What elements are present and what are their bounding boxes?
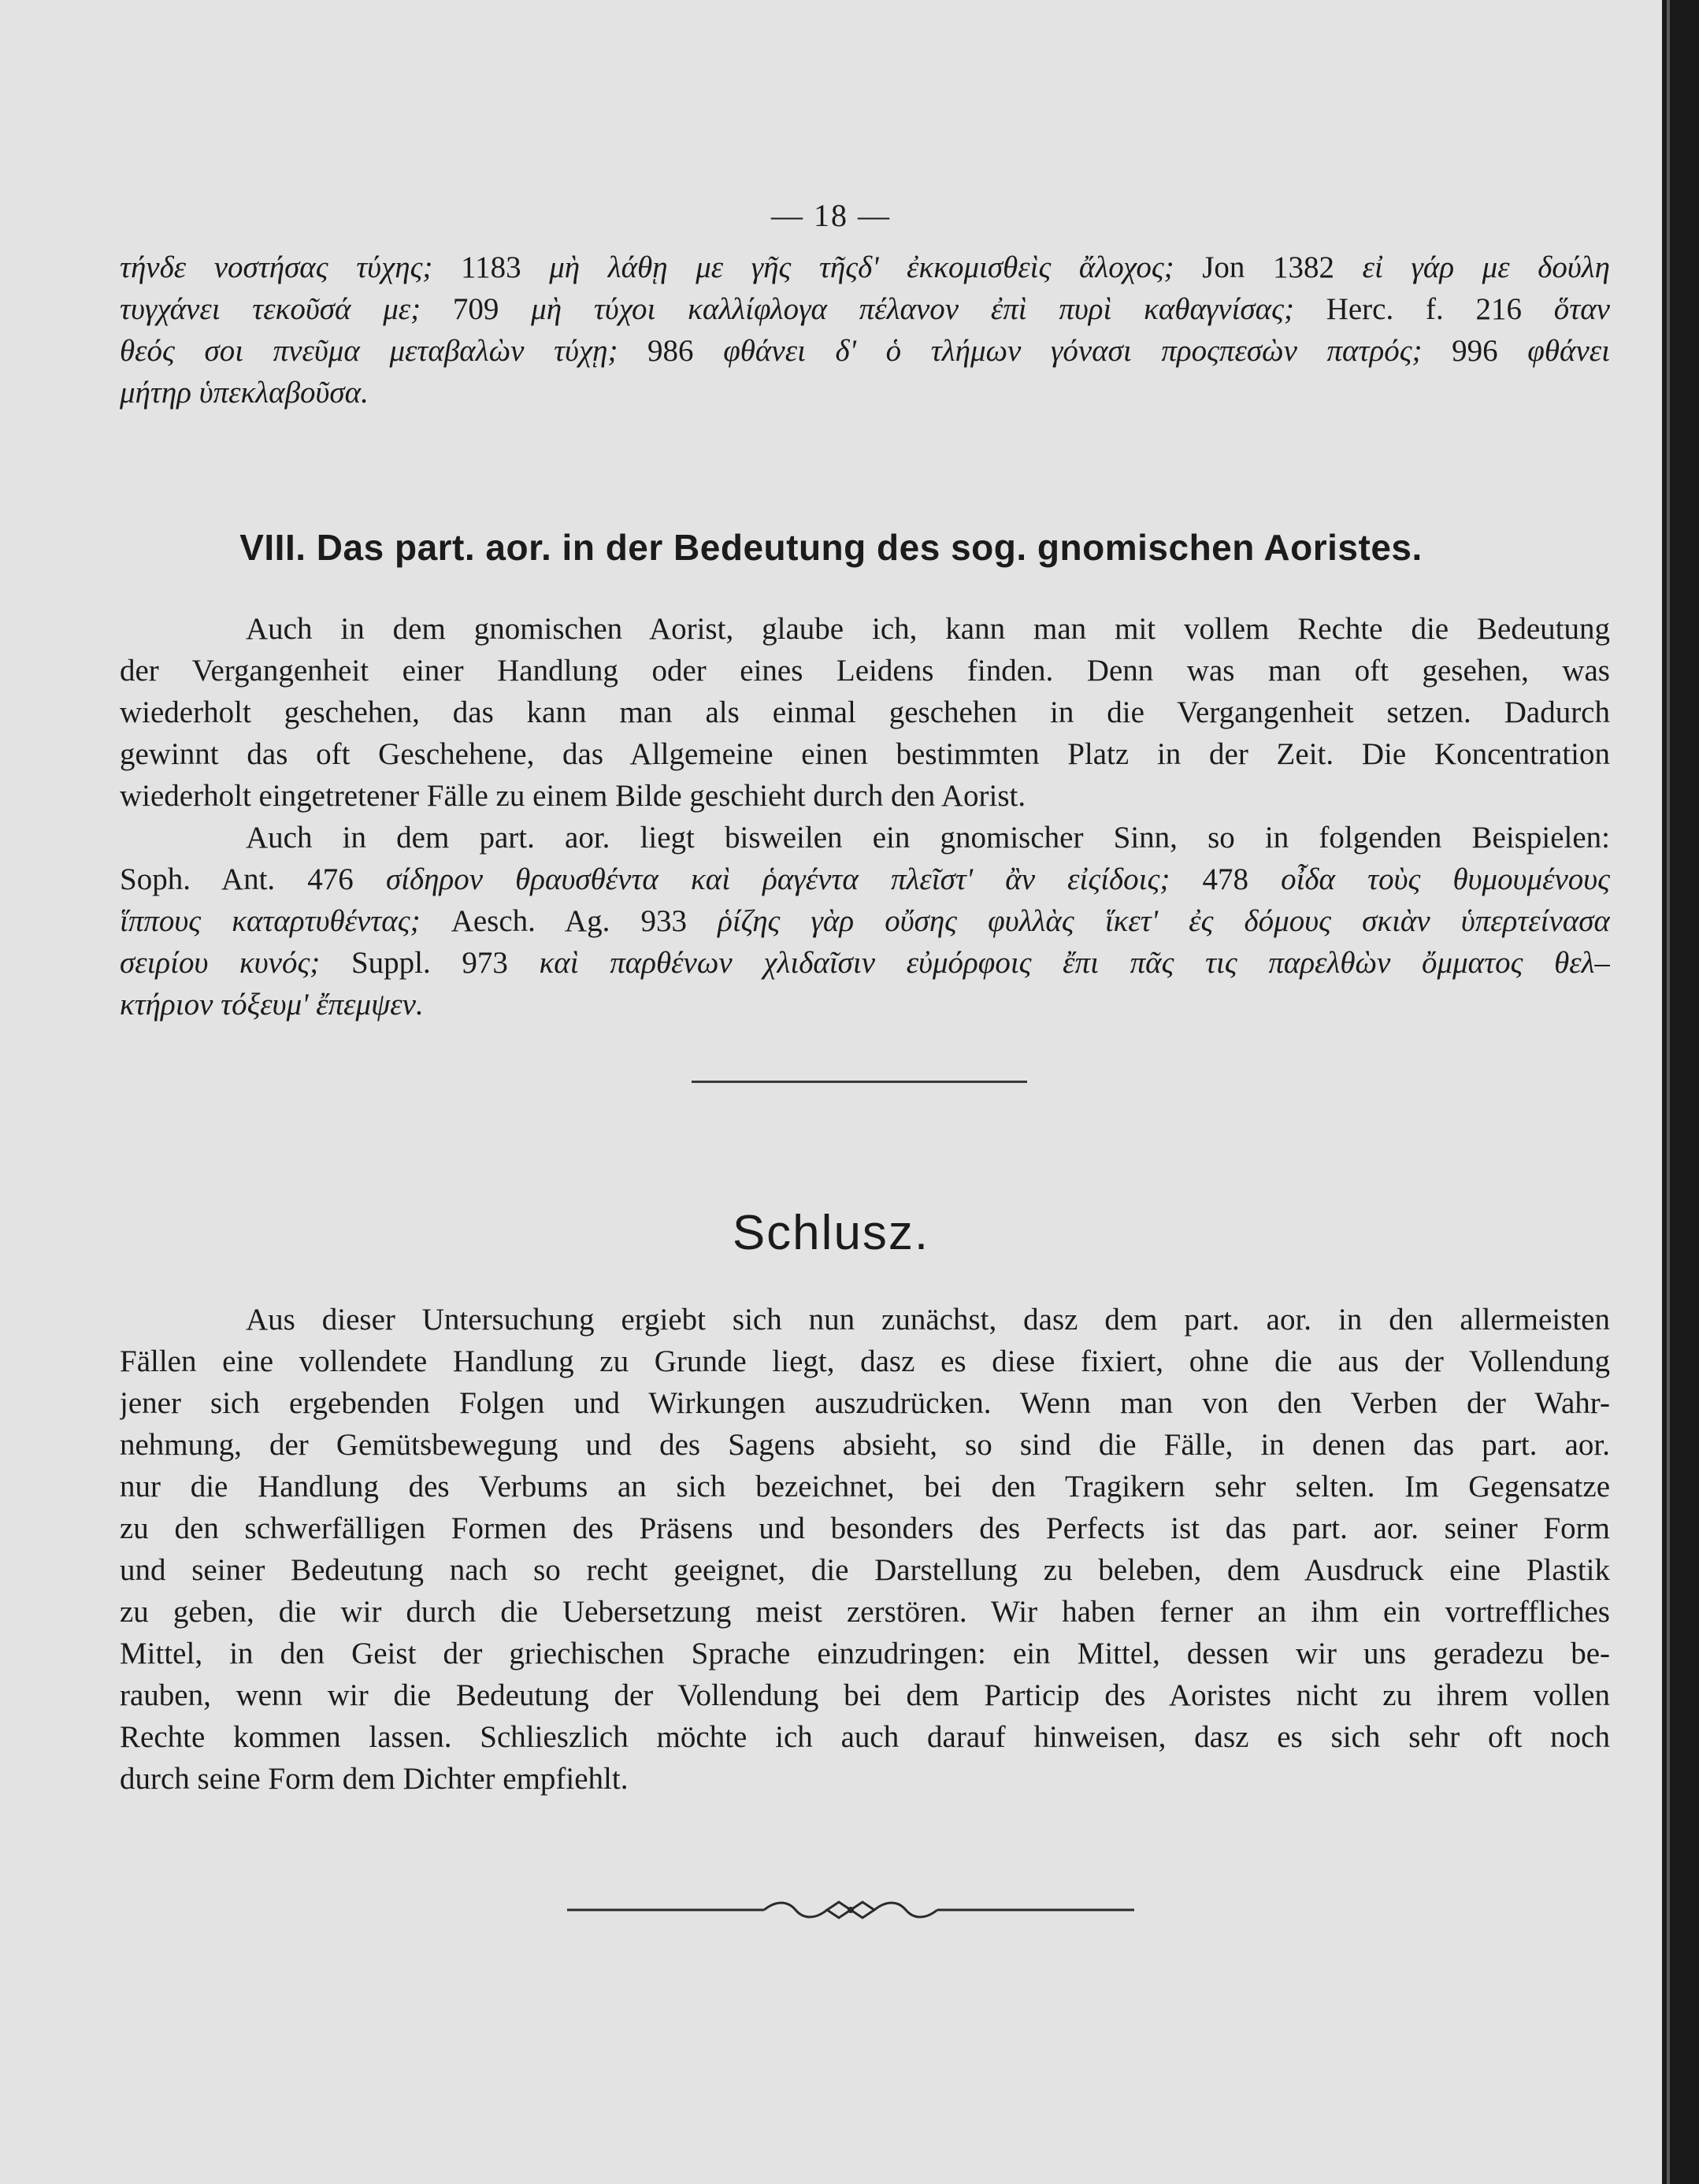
page-edge-highlight: [1667, 0, 1670, 2184]
text-line: [120, 1382, 1610, 1424]
text-line: [120, 942, 1610, 984]
greek-quotation: μὴ τύχοι καλλίφλογα πέλανον ἐπὶ πυρὶ καθαγνίσας;: [531, 292, 1294, 326]
text-line: [120, 288, 1610, 330]
text-segment: Soph. Ant. 476: [120, 862, 386, 896]
text-segment: 996: [1422, 334, 1528, 368]
text-segment: jener sich ergebenden Folgen und Wirkungen auszudrücken. Wenn man von den Verben der Wahr-: [120, 1386, 1610, 1420]
text-segment: 1183: [432, 250, 550, 284]
section-heading-viii: VIII. Das part. aor. in der Bedeutung des sog. gnomischen Aoristes.: [239, 527, 1423, 568]
text-line: [120, 733, 1610, 775]
greek-quotation: φθάνει δ' ὁ τλήμων γόνασι προςπεσὼν πατρός;: [723, 334, 1423, 368]
page-edge-binding: [1662, 0, 1699, 2184]
greek-quotation: σειρίου κυνός;: [120, 946, 321, 980]
text-line: [120, 1633, 1610, 1674]
text-line: [120, 1507, 1610, 1549]
text-line: [120, 330, 1610, 372]
text-segment: 709: [421, 292, 532, 326]
text-segment: Rechte kommen lassen. Schlieszlich möchte ich auch darauf hinweisen, dasz es sich sehr oft noch: [120, 1720, 1610, 1754]
greek-quotation: ἵππους καταρτυθέντας;: [120, 904, 421, 938]
text-segment: Aus dieser Untersuchung ergiebt sich nun zunächst, dasz dem part. aor. in den allermeisten: [246, 1303, 1610, 1337]
text-line: [120, 1424, 1610, 1466]
text-line: [120, 1591, 1610, 1633]
schlusz-body: [120, 1299, 1610, 1800]
text-segment: Aesch. Ag. 933: [420, 904, 718, 938]
text-line: [120, 1674, 1610, 1716]
text-line: [120, 1716, 1610, 1758]
greek-quotation: καὶ παρθένων χλιδαῖσιν εὐμόρφοις ἔπι πᾶς τις παρελθὼν ὄμματος θελ–: [539, 946, 1610, 980]
text-segment: 986: [618, 334, 724, 368]
text-segment: Auch in dem part. aor. liegt bisweilen ein gnomischer Sinn, so in folgenden Beispielen:: [246, 821, 1610, 855]
text-segment: nur die Handlung des Verbums an sich bezeichnet, bei den Tragikern sehr selten. Im Gegensatze: [120, 1470, 1610, 1504]
text-line: [120, 247, 1610, 288]
greek-quotation: τυγχάνει τεκοῦσά με;: [120, 292, 421, 326]
section-viii-body: [120, 608, 1610, 1025]
text-line: [120, 775, 1610, 817]
greek-quotation: κτήριον τόξευμ' ἔπεμψεν.: [120, 988, 424, 1022]
text-segment: Herc. f. 216: [1293, 292, 1554, 326]
text-segment: gewinnt das oft Geschehene, das Allgemeine einen bestimmten Platz in der Zeit. Die Koncentration: [120, 737, 1610, 771]
text-segment: wiederholt geschehen, das kann man als einmal geschehen in die Vergangenheit setzen. Dadurch: [120, 695, 1610, 729]
text-segment: 478: [1170, 862, 1282, 896]
greek-quotation: ὅταν: [1553, 292, 1610, 326]
text-line: [120, 900, 1610, 942]
text-segment: Auch in dem gnomischen Aorist, glaube ich, kann man mit vollem Rechte die Bedeutung: [246, 612, 1610, 646]
text-line: [120, 650, 1610, 692]
greek-quotation: μὴ λάθῃ με γῆς τῆςδ' ἐκκομισθεὶς ἄλοχος;: [549, 250, 1174, 284]
text-segment: Fällen eine vollendete Handlung zu Grunde liegt, dasz es diese fixiert, ohne die aus der Vollendung: [120, 1344, 1610, 1378]
greek-quotation: σίδηρον θραυσθέντα καὶ ῥαγέντα πλεῖστ' ἂν εἰςίδοις;: [385, 862, 1170, 896]
greek-quotation: φθάνει: [1527, 334, 1610, 368]
greek-quotation: μήτηρ ὑπεκλαβοῦσα.: [120, 376, 369, 410]
text-segment: rauben, wenn wir die Bedeutung der Vollendung bei dem Particip des Aoristes nicht zu ihrem vollen: [120, 1678, 1610, 1712]
text-segment: durch seine Form dem Dichter empfiehlt.: [120, 1762, 629, 1796]
text-line: [120, 1340, 1610, 1382]
text-line: [120, 1758, 1610, 1800]
text-line: [120, 858, 1610, 900]
text-segment: zu den schwerfälligen Formen des Präsens und besonders des Perfects ist das part. aor. seiner Form: [120, 1511, 1610, 1545]
text-line: [120, 692, 1610, 733]
text-line: [120, 372, 1610, 413]
greek-quotation: θεός σοι πνεῦμα μεταβαλὼν τύχῃ;: [120, 334, 618, 368]
text-segment: der Vergangenheit einer Handlung oder eines Leidens finden. Denn was man oft gesehen, was: [120, 654, 1610, 688]
greek-quotation: τήνδε νοστήσας τύχης;: [120, 250, 433, 284]
greek-quotation: οἶδα τοὺς θυμουμένους: [1281, 862, 1610, 896]
greek-quotation: ῥίζης γὰρ οὔσης φυλλὰς ἵκετ' ἐς δόμους σκιὰν ὑπερτείνασα: [718, 904, 1610, 938]
text-line: [120, 817, 1610, 858]
schlusz-heading: Schlusz.: [732, 1206, 930, 1260]
text-segment: Jon 1382: [1174, 250, 1363, 284]
text-segment: und seiner Bedeutung nach so recht geeignet, die Darstellung zu beleben, dem Ausdruck eine Plastik: [120, 1553, 1610, 1587]
text-line: [120, 1299, 1610, 1340]
greek-quotation-continuation: [120, 247, 1610, 413]
text-segment: Suppl. 973: [320, 946, 540, 980]
text-line: [120, 608, 1610, 650]
page-number: — 18 —: [771, 198, 891, 233]
text-segment: nehmung, der Gemütsbewegung und des Sagens absieht, so sind die Fälle, in denen das part. aor.: [120, 1428, 1610, 1462]
text-segment: wiederholt eingetretener Fälle zu einem Bilde geschieht durch den Aorist.: [120, 779, 1026, 813]
text-line: [120, 984, 1610, 1025]
text-segment: Mittel, in den Geist der griechischen Sprache einzudringen: ein Mittel, dessen wir uns geradezu be-: [120, 1637, 1610, 1670]
greek-quotation: εἰ γάρ με δούλη: [1362, 250, 1610, 284]
text-segment: zu geben, die wir durch die Uebersetzung meist zerstören. Wir haben ferner an ihm ein vortreffliches: [120, 1595, 1610, 1629]
text-line: [120, 1549, 1610, 1591]
section-divider-rule: [692, 1081, 1027, 1083]
closing-ornament-icon: [567, 1894, 1134, 1926]
text-line: [120, 1466, 1610, 1507]
